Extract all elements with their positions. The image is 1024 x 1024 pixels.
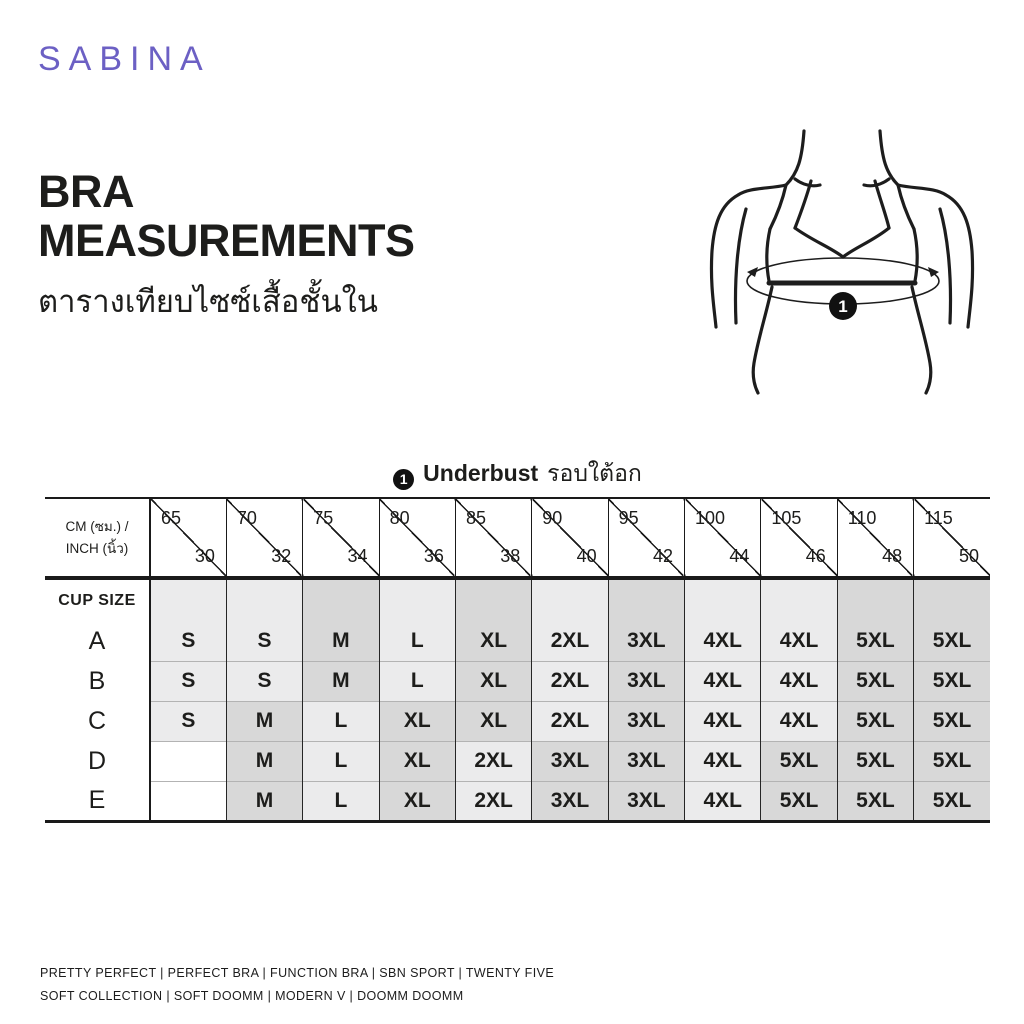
corner-label-line2: INCH (นิ้ว) xyxy=(65,540,129,556)
size-cell: 5XL xyxy=(837,781,913,821)
size-cell: XL xyxy=(455,701,531,741)
table-head xyxy=(45,498,990,578)
inch-value: 40 xyxy=(576,546,597,566)
size-cell: S xyxy=(150,701,226,741)
size-cell: 5XL xyxy=(914,661,990,701)
size-cell: 3XL xyxy=(608,661,684,701)
strap-left-inner xyxy=(795,181,811,228)
cup-row-label: C xyxy=(45,701,150,741)
cup-size-row xyxy=(45,578,990,621)
size-cell: L xyxy=(303,741,379,781)
title-line-2: MEASUREMENTS xyxy=(38,214,415,266)
cup-row-label: E xyxy=(45,781,150,821)
size-cell: 4XL xyxy=(685,741,761,781)
size-cell: L xyxy=(303,781,379,821)
strap-left-outer xyxy=(770,185,786,229)
column-header-cell xyxy=(150,498,226,578)
size-cell: M xyxy=(303,661,379,701)
size-cell: 5XL xyxy=(761,781,837,821)
cup-row-label: A xyxy=(45,621,150,661)
size-cell: 4XL xyxy=(761,701,837,741)
column-header-cell xyxy=(761,498,837,578)
inch-value: 48 xyxy=(882,546,903,566)
inch-value: 50 xyxy=(958,546,979,566)
cm-value: 95 xyxy=(618,508,639,528)
neck-left-line xyxy=(786,131,804,185)
size-cell: L xyxy=(379,621,455,661)
size-cell: 4XL xyxy=(761,661,837,701)
column-header-cell xyxy=(685,498,761,578)
size-cell: 5XL xyxy=(837,661,913,701)
size-cell: 3XL xyxy=(608,621,684,661)
table-row-cup-e xyxy=(45,781,990,821)
size-cell: 5XL xyxy=(914,621,990,661)
size-cell: 5XL xyxy=(837,621,913,661)
cup-size-spacer-cell xyxy=(379,578,455,621)
size-cell: M xyxy=(303,621,379,661)
caption-title-en: Underbust xyxy=(423,460,539,486)
arm-inner-left xyxy=(735,209,746,323)
column-header-cell xyxy=(455,498,531,578)
size-cell: XL xyxy=(379,741,455,781)
table-caption xyxy=(45,456,990,492)
size-cell: M xyxy=(226,701,302,741)
inch-value: 44 xyxy=(729,546,750,566)
size-cell: 4XL xyxy=(685,621,761,661)
size-cell: 5XL xyxy=(914,781,990,821)
strap-right-inner xyxy=(875,181,889,228)
cm-value: 90 xyxy=(542,508,563,528)
cup-size-spacer-cell xyxy=(685,578,761,621)
cup-size-spacer-cell xyxy=(150,578,226,621)
size-cell: 4XL xyxy=(761,621,837,661)
neckline-right xyxy=(843,228,889,257)
neck-right-line xyxy=(880,131,898,185)
size-cell: S xyxy=(150,661,226,701)
size-cell: 3XL xyxy=(532,781,608,821)
page-title xyxy=(38,168,415,265)
corner-label-line1: CM (ซม.) / xyxy=(65,518,129,534)
size-cell: 4XL xyxy=(685,781,761,821)
cup-size-spacer-cell xyxy=(608,578,684,621)
size-cell xyxy=(150,781,226,821)
inch-value: 46 xyxy=(805,546,826,566)
cm-value: 100 xyxy=(695,508,726,528)
cup-size-spacer-cell xyxy=(837,578,913,621)
cup-side-left xyxy=(767,229,770,281)
arm-inner-right xyxy=(940,209,951,323)
neckline-left xyxy=(795,228,843,257)
cm-value: 85 xyxy=(465,508,486,528)
cm-value: 105 xyxy=(771,508,802,528)
size-cell: S xyxy=(150,621,226,661)
size-cell: XL xyxy=(379,701,455,741)
size-cell: 4XL xyxy=(685,661,761,701)
size-cell: XL xyxy=(455,621,531,661)
inch-value: 36 xyxy=(423,546,444,566)
size-cell: XL xyxy=(379,781,455,821)
size-cell: 4XL xyxy=(685,701,761,741)
table-row-cup-b xyxy=(45,661,990,701)
cm-value: 110 xyxy=(847,508,877,528)
bra-size-table xyxy=(45,497,990,823)
cup-size-spacer-cell xyxy=(303,578,379,621)
size-cell: XL xyxy=(455,661,531,701)
size-cell: 3XL xyxy=(608,701,684,741)
size-cell: 2XL xyxy=(532,701,608,741)
cup-size-spacer-cell xyxy=(914,578,990,621)
table-header-row xyxy=(45,498,990,578)
size-cell: L xyxy=(303,701,379,741)
column-header-cell xyxy=(608,498,684,578)
shoulder-arm-left xyxy=(711,185,786,327)
inch-value: 32 xyxy=(271,546,292,566)
column-header-cell xyxy=(379,498,455,578)
measure-point-number: 1 xyxy=(838,297,848,316)
table-row-cup-d xyxy=(45,741,990,781)
torso-right xyxy=(912,287,931,393)
column-header-cell xyxy=(914,498,990,578)
cup-size-label: CUP SIZE xyxy=(45,578,150,621)
cup-size-spacer-cell xyxy=(226,578,302,621)
cup-row-label: B xyxy=(45,661,150,701)
inch-value: 34 xyxy=(347,546,368,566)
cm-value: 65 xyxy=(161,508,182,528)
table-body xyxy=(45,578,990,821)
size-cell: 2XL xyxy=(532,661,608,701)
title-line-1: BRA xyxy=(38,166,134,217)
size-cell: 5XL xyxy=(837,701,913,741)
shoulder-arm-right xyxy=(898,185,973,327)
cup-side-right xyxy=(914,229,917,281)
inch-value: 30 xyxy=(194,546,215,566)
size-cell: S xyxy=(226,661,302,701)
size-cell: 3XL xyxy=(608,781,684,821)
size-cell: 5XL xyxy=(761,741,837,781)
size-cell: S xyxy=(226,621,302,661)
size-cell: M xyxy=(226,781,302,821)
cup-row-label: D xyxy=(45,741,150,781)
torso-left xyxy=(753,287,772,393)
size-cell: 5XL xyxy=(914,701,990,741)
table-row-cup-c xyxy=(45,701,990,741)
cm-value: 70 xyxy=(236,508,257,528)
inch-value: 42 xyxy=(652,546,674,566)
corner-header-cell xyxy=(45,498,150,578)
table-row-cup-a xyxy=(45,621,990,661)
size-cell: 3XL xyxy=(532,741,608,781)
cup-size-spacer-cell xyxy=(532,578,608,621)
size-cell: M xyxy=(226,741,302,781)
size-cell: 5XL xyxy=(914,741,990,781)
size-cell: 2XL xyxy=(532,621,608,661)
size-cell: 2XL xyxy=(455,741,531,781)
inch-value: 38 xyxy=(500,546,521,566)
footer-line-1: PRETTY PERFECT | PERFECT BRA | FUNCTION BRA | SBN SPORT | TWENTY FIVE xyxy=(40,966,555,980)
size-cell: 3XL xyxy=(608,741,684,781)
cup-size-spacer-cell xyxy=(455,578,531,621)
size-cell: L xyxy=(379,661,455,701)
caption-title-th: รอบใต้อก xyxy=(547,460,642,486)
brand-logo: SABINA xyxy=(38,40,211,78)
page-subtitle-thai: ตารางเทียบไซซ์เสื้อชั้นใน xyxy=(38,284,378,319)
column-header-cell xyxy=(226,498,302,578)
column-header-cell xyxy=(303,498,379,578)
size-cell: 2XL xyxy=(455,781,531,821)
cup-size-spacer-cell xyxy=(761,578,837,621)
strap-right-outer xyxy=(898,185,914,229)
cm-value: 115 xyxy=(924,508,953,528)
collections-footer xyxy=(40,962,554,1008)
bra-measurement-illustration xyxy=(698,124,988,396)
column-header-cell xyxy=(532,498,608,578)
footer-line-2: SOFT COLLECTION | SOFT DOOMM | MODERN V | DOOMM DOOMM xyxy=(40,989,464,1004)
column-header-cell xyxy=(837,498,913,578)
cm-value: 80 xyxy=(389,508,410,528)
cm-value: 75 xyxy=(313,508,334,528)
size-cell: 5XL xyxy=(837,741,913,781)
caption-number-badge: 1 xyxy=(393,469,414,490)
collarbone-left xyxy=(795,179,820,186)
size-cell xyxy=(150,741,226,781)
